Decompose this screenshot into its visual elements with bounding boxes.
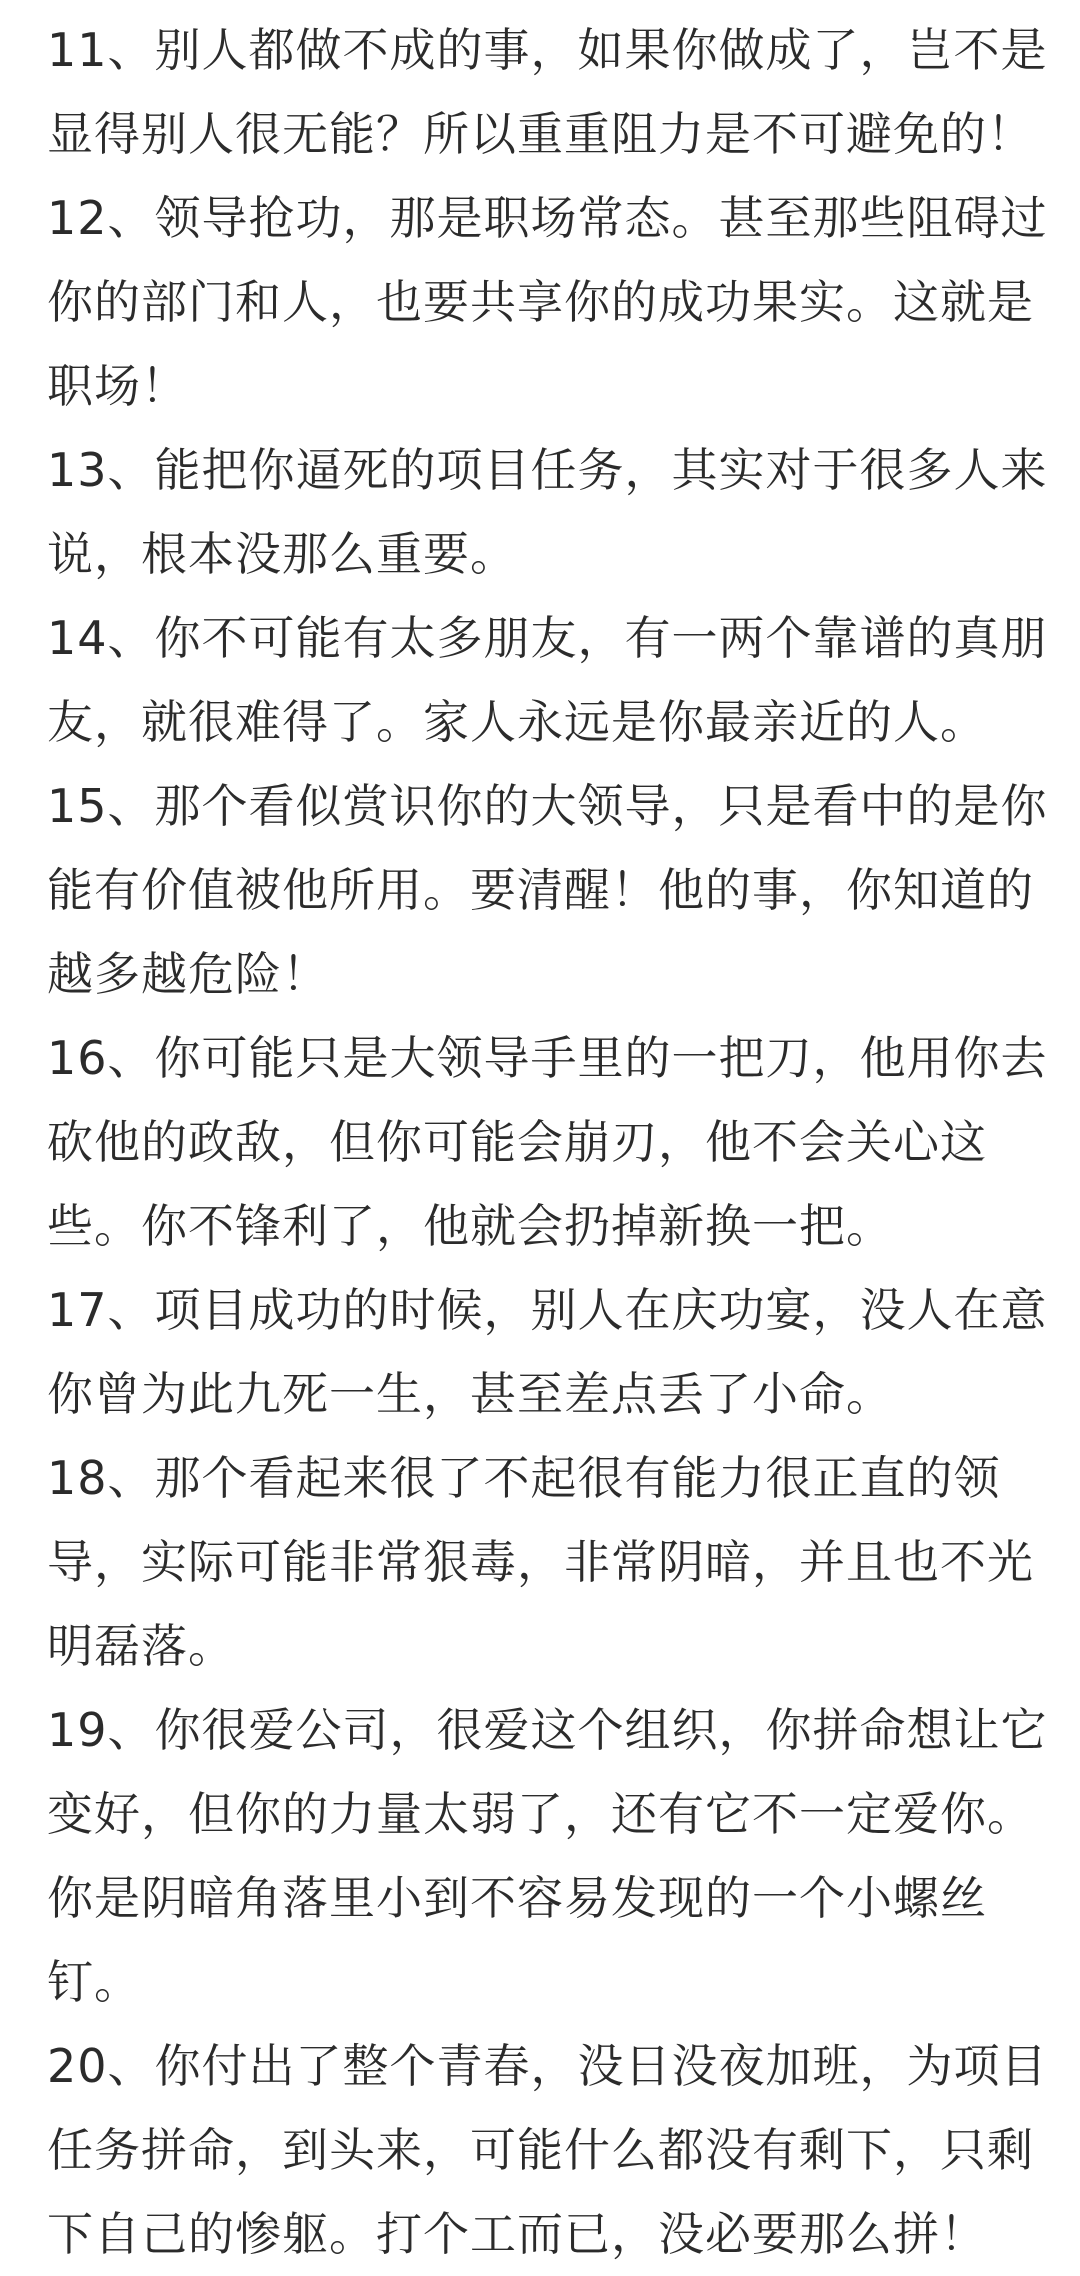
item-13-line-2: 说，根本没那么重要。 [47,527,517,581]
item-19-line-1: 19、你很爱公司，很爱这个组织，你拼命想让它 [47,1703,1048,1757]
item-16-line-2: 砍他的政敌，但你可能会崩刃，他不会关心这 [47,1115,987,1169]
item-12-line-1: 12、领导抢功，那是职场常态。甚至那些阻碍过 [47,191,1048,245]
item-18-line-1: 18、那个看起来很了不起很有能力很正直的领 [47,1451,1001,1505]
list-item-14 [47,596,1057,764]
list-item-20 [47,2024,1057,2276]
item-20-line-2: 任务拼命，到头来，可能什么都没有剩下，只剩 [47,2123,1034,2177]
list-item-19 [47,1688,1057,2024]
item-20-line-1: 20、你付出了整个青春，没日没夜加班，为项目 [47,2039,1048,2093]
item-14-line-1: 14、你不可能有太多朋友，有一两个靠谱的真朋 [47,611,1048,665]
item-15-line-2: 能有价值被他所用。要清醒！他的事，你知道的 [47,863,1034,917]
item-15-line-1: 15、那个看似赏识你的大领导，只是看中的是你 [47,779,1048,833]
item-19-line-2: 变好，但你的力量太弱了，还有它不一定爱你。 [47,1787,1034,1841]
item-20-line-3: 下自己的惨躯。打个工而已，没必要那么拼！ [47,2207,987,2261]
item-14-line-2: 友，就很难得了。家人永远是你最亲近的人。 [47,695,987,749]
item-15-line-3: 越多越危险！ [47,947,329,1001]
list-item-17 [47,1268,1057,1436]
list-item-15 [47,764,1057,1016]
list-item-18 [47,1436,1057,1688]
item-16-line-1: 16、你可能只是大领导手里的一把刀，他用你去 [47,1031,1048,1085]
item-11-line-2: 显得别人很无能？所以重重阻力是不可避免的！ [47,107,1034,161]
item-12-line-2: 你的部门和人，也要共享你的成功果实。这就是 [47,275,1034,329]
list-item-12 [47,176,1057,428]
item-17-line-1: 17、项目成功的时候，别人在庆功宴，没人在意 [47,1283,1048,1337]
item-11-line-1: 11、别人都做不成的事，如果你做成了，岂不是 [47,23,1048,77]
item-16-line-3: 些。你不锋利了，他就会扔掉新换一把。 [47,1199,893,1253]
item-12-line-3: 职场！ [47,359,188,413]
item-17-line-2: 你曾为此九死一生，甚至差点丢了小命。 [47,1367,893,1421]
item-19-line-3: 你是阴暗角落里小到不容易发现的一个小螺丝 [47,1871,987,1925]
item-18-line-2: 导，实际可能非常狠毒，非常阴暗，并且也不光 [47,1535,1034,1589]
item-13-line-1: 13、能把你逼死的项目任务，其实对于很多人来 [47,443,1048,497]
item-19-line-4: 钉。 [47,1955,141,2009]
list-item-13 [47,428,1057,596]
numbered-list [47,8,1057,2276]
list-item-11 [47,8,1057,176]
list-item-16 [47,1016,1057,1268]
item-18-line-3: 明磊落。 [47,1619,235,1673]
